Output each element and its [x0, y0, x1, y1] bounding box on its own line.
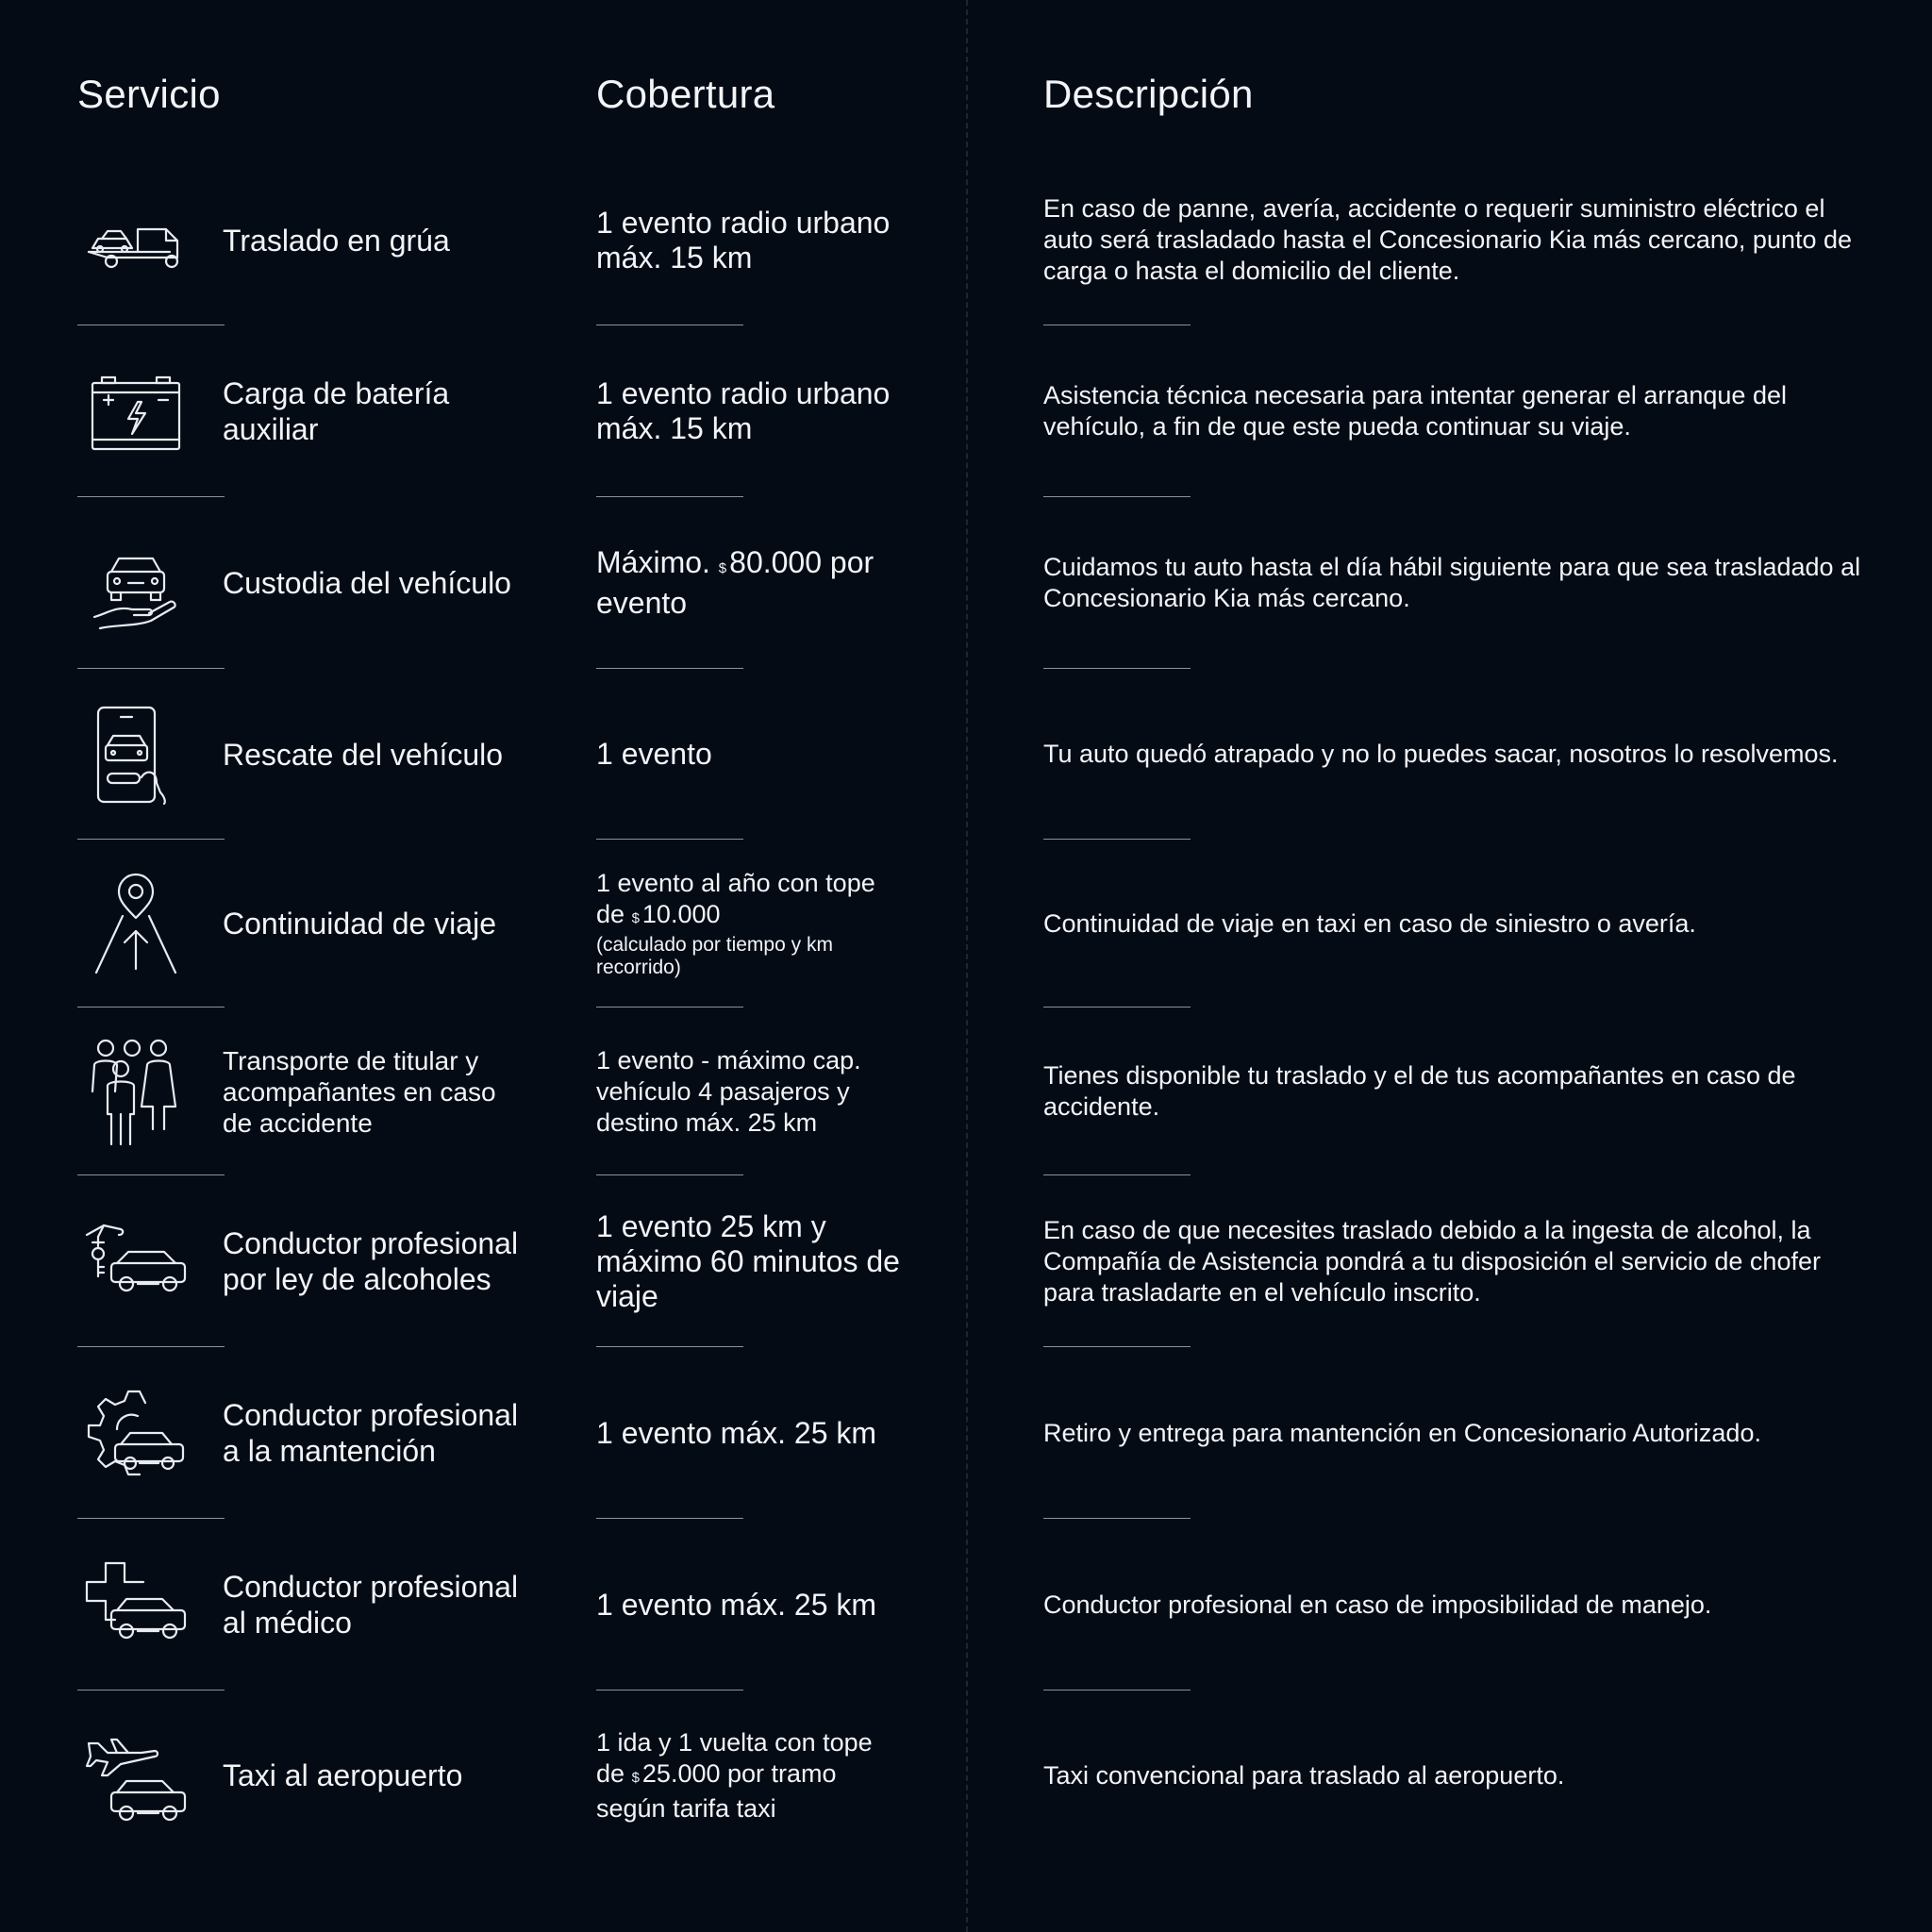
coverage-text [596, 840, 908, 1008]
coverage-prefix: Máximo. [596, 545, 710, 579]
currency-symbol: $ [631, 1769, 640, 1786]
coverage-text [596, 497, 908, 669]
table-row [0, 1008, 1932, 1175]
description-text: Taxi convencional para traslado al aeropuerto. [1043, 1760, 1565, 1790]
currency-symbol: $ [631, 910, 640, 926]
plane-car-icon [77, 1690, 194, 1860]
description-text: Asistencia técnica necesaria para intentar generar el arranque del vehículo, a fin de que este pueda continuar su viaje. [1043, 381, 1787, 441]
description-text: Tu auto quedó atrapado y no lo puedes sacar, nosotros lo resolvemos. [1043, 740, 1839, 768]
description-text: Cuidamos tu auto hasta el día hábil siguiente para que sea trasladado al Concesionario Kia más cercano. [1043, 553, 1861, 612]
table-row [0, 1519, 1932, 1690]
service-name: Custodia del vehículo [223, 566, 511, 600]
gear-car-icon [77, 1347, 194, 1519]
table-row [0, 1690, 1932, 1860]
description-text: En caso de panne, avería, accidente o requerir suministro eléctrico el auto será trasladado hasta el Concesionario Kia más cercano, punto de carga o hasta el domicilio del cliente. [1043, 194, 1853, 285]
service-name: Transporte de titular y acompañantes en caso de accidente [223, 1045, 496, 1138]
coverage-text: 1 evento radio urbano máx. 15 km [596, 376, 891, 445]
coverage-text: 1 evento 25 km y máximo 60 minutos de viaje [596, 1208, 900, 1313]
coverage-amount: 25.000 por tramo según tarifa taxi [596, 1758, 837, 1823]
header-coverage: Cobertura [596, 72, 775, 116]
service-name: Traslado en grúa [223, 223, 450, 258]
tow-truck-icon [77, 155, 194, 325]
service-name: Conductor profesional a la mantención [223, 1398, 519, 1468]
map-pin-road-icon [77, 840, 194, 1008]
coverage-prefix: 1 ida y 1 vuelta con tope de [596, 1727, 873, 1788]
people-icon [77, 1008, 194, 1175]
key-car-icon [77, 1175, 194, 1347]
currency-symbol: $ [718, 560, 727, 576]
table-row [0, 325, 1932, 497]
medical-cross-car-icon [77, 1519, 194, 1690]
description-text: Tienes disponible tu traslado y el de tus acompañantes en caso de accidente. [1043, 1061, 1796, 1121]
description-text: En caso de que necesites traslado debido a la ingesta de alcohol, la Compañía de Asistencia pondrá a tu disposición el servicio de chofer para trasladarte en el vehículo inscrito. [1043, 1215, 1821, 1307]
service-name: Conductor profesional al médico [223, 1570, 519, 1640]
table-row [0, 155, 1932, 325]
service-name: Taxi al aeropuerto [223, 1758, 463, 1792]
coverage-text: 1 evento radio urbano máx. 15 km [596, 205, 891, 275]
phone-car-icon [77, 669, 194, 840]
coverage-note: (calculado por tiempo y km recorrido) [596, 934, 833, 978]
header-description: Descripción [1043, 72, 1254, 116]
coverage-text [596, 1690, 908, 1860]
description-text: Continuidad de viaje en taxi en caso de siniestro o avería. [1043, 908, 1696, 938]
coverage-text: 1 evento - máximo cap. vehículo 4 pasajeros y destino máx. 25 km [596, 1045, 861, 1137]
coverage-amount: 10.000 [641, 900, 721, 928]
description-text: Conductor profesional en caso de imposibilidad de manejo. [1043, 1590, 1712, 1619]
service-name: Carga de batería auxiliar [223, 376, 450, 446]
coverage-prefix: 1 evento al año con tope de [596, 869, 875, 928]
table-row [0, 840, 1932, 1008]
coverage-amount: 80.000 por evento [596, 545, 874, 620]
coverage-text: 1 evento máx. 25 km [596, 1415, 877, 1450]
table-row [0, 1347, 1932, 1519]
coverage-text: 1 evento máx. 25 km [596, 1587, 877, 1622]
table-row [0, 1175, 1932, 1347]
service-name: Rescate del vehículo [223, 737, 504, 772]
service-name: Conductor profesional por ley de alcoholes [223, 1226, 519, 1296]
header-service: Servicio [77, 72, 221, 116]
description-text: Retiro y entrega para mantención en Concesionario Autorizado. [1043, 1418, 1761, 1447]
battery-icon [77, 325, 194, 497]
service-name: Continuidad de viaje [223, 907, 496, 941]
coverage-text: 1 evento [596, 737, 712, 771]
car-in-hand-icon [77, 497, 194, 669]
table-row [0, 669, 1932, 840]
table-row [0, 497, 1932, 669]
